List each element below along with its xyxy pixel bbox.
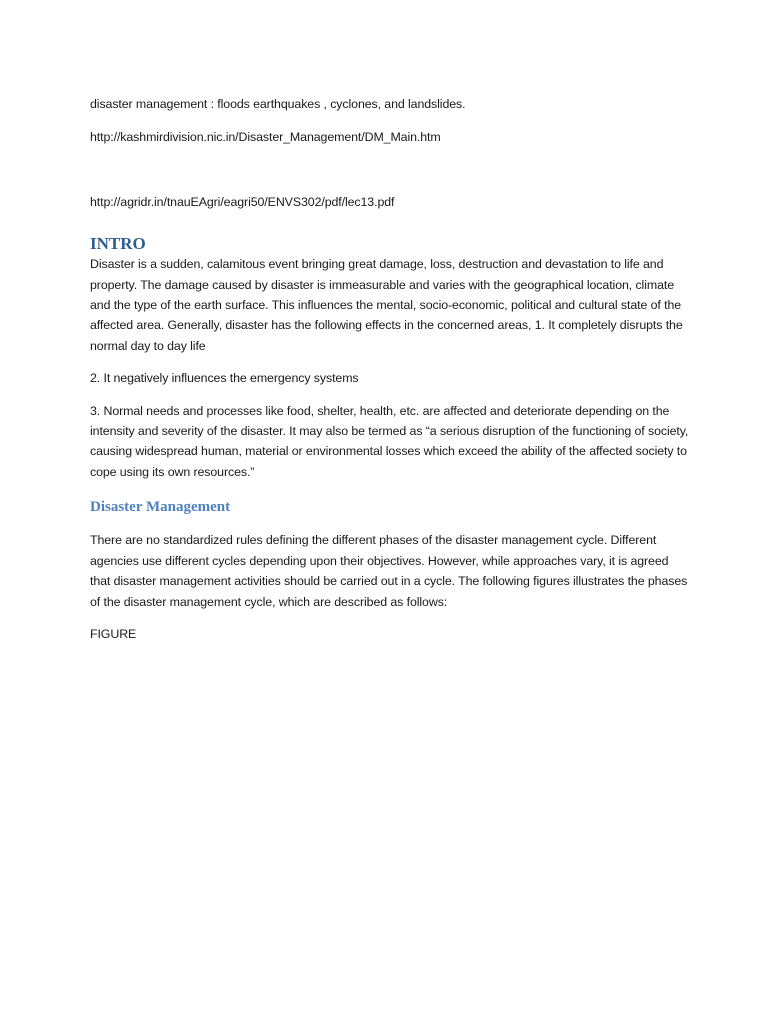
- point-2: 2. It negatively influences the emergency systems: [90, 371, 359, 386]
- reference-link-kashmir[interactable]: http://kashmirdivision.nic.in/Disaster_Management/DM_Main.htm: [90, 130, 441, 145]
- intro-heading: INTRO: [90, 234, 146, 254]
- disaster-management-heading: Disaster Management: [90, 499, 231, 516]
- point-3: 3. Normal needs and processes like food, shelter, health, etc. are affected and deteriorate depending on the intensity and severity of the disaster. It may also be termed as “a serious disruption of the functioning of society, causing widespread human, material or environmental losses which exceed the ability of the affected society to cope using its own resources.”: [90, 403, 689, 479]
- disaster-management-paragraph: There are no standardized rules defining the different phases of the disaster management cycle. Different agencies use different cycles depending upon their objectives. However, while approaches vary, it is agreed that disaster management activities should be carried out in a cycle. The following figures illustrates the phases of the disaster management cycle, which are described as follows:: [90, 533, 688, 609]
- reference-link-agridr[interactable]: http://agridr.in/tnauEAgri/eagri50/ENVS302/pdf/lec13.pdf: [90, 194, 395, 209]
- intro-paragraph: Disaster is a sudden, calamitous event bringing great damage, loss, destruction and devastation to life and property. The damage caused by disaster is immeasurable and varies with the geographical location, climate and the type of the earth surface. This influences the mental, socio-economic, political and cultural state of the affected area. Generally, disaster has the following effects in the concerned areas, 1. It completely disrupts the normal day to day life: [90, 257, 683, 353]
- document-page: [90, 94, 690, 644]
- topics-line: disaster management : floods earthquakes , cyclones, and landslides.: [90, 97, 466, 111]
- figure-label: FIGURE: [90, 626, 137, 641]
